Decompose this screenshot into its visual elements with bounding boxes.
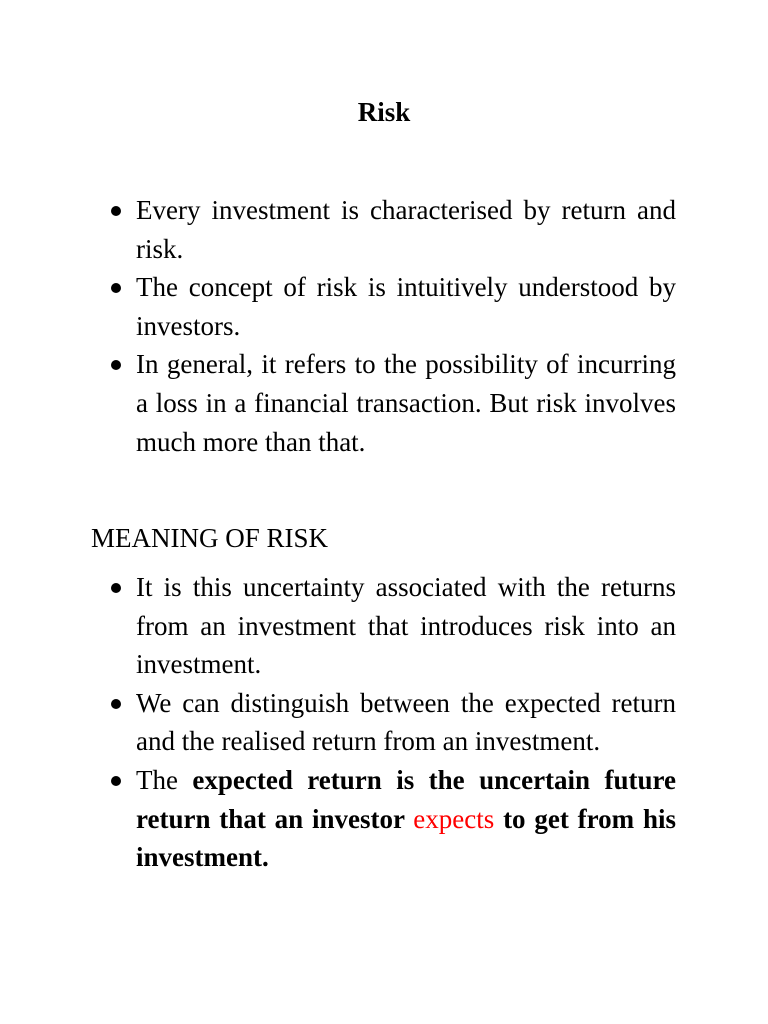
bullet-icon xyxy=(111,360,121,370)
list-item-bold-end: to get from his investment. xyxy=(136,803,676,873)
list-item xyxy=(0,684,676,761)
bullet-icon xyxy=(111,776,121,786)
bullet-icon xyxy=(111,699,121,709)
meaning-bullet-list xyxy=(0,568,676,877)
list-item-text: It is this uncertainty associated with the returns from an investment that introduces risk into an investment. xyxy=(136,572,676,680)
bullet-icon xyxy=(111,283,121,293)
list-item xyxy=(0,345,676,461)
list-item-text: Every investment is characterised by return and risk. xyxy=(136,195,676,264)
list-item-text: We can distinguish between the expected return and the realised return from an investment. xyxy=(136,687,676,757)
list-item xyxy=(0,191,676,268)
section-heading: MEANING OF RISK xyxy=(91,523,329,553)
bullet-icon xyxy=(111,583,121,593)
intro-bullet-list xyxy=(0,191,676,461)
list-item-text: The concept of risk is intuitively understood by investors. xyxy=(136,272,676,341)
list-item xyxy=(0,568,676,684)
highlighted-word: expects xyxy=(413,803,495,834)
list-item-bold-text: expected return is the uncertain future return that an investor xyxy=(136,764,676,834)
page-title: Risk xyxy=(357,97,411,127)
list-item xyxy=(0,761,676,877)
list-item-lead: The xyxy=(136,764,193,795)
list-item xyxy=(0,268,676,345)
bullet-icon xyxy=(111,206,121,216)
list-item-text: In general, it refers to the possibility of incurring a loss in a financial transaction. But risk involves much more than that. xyxy=(136,349,676,457)
